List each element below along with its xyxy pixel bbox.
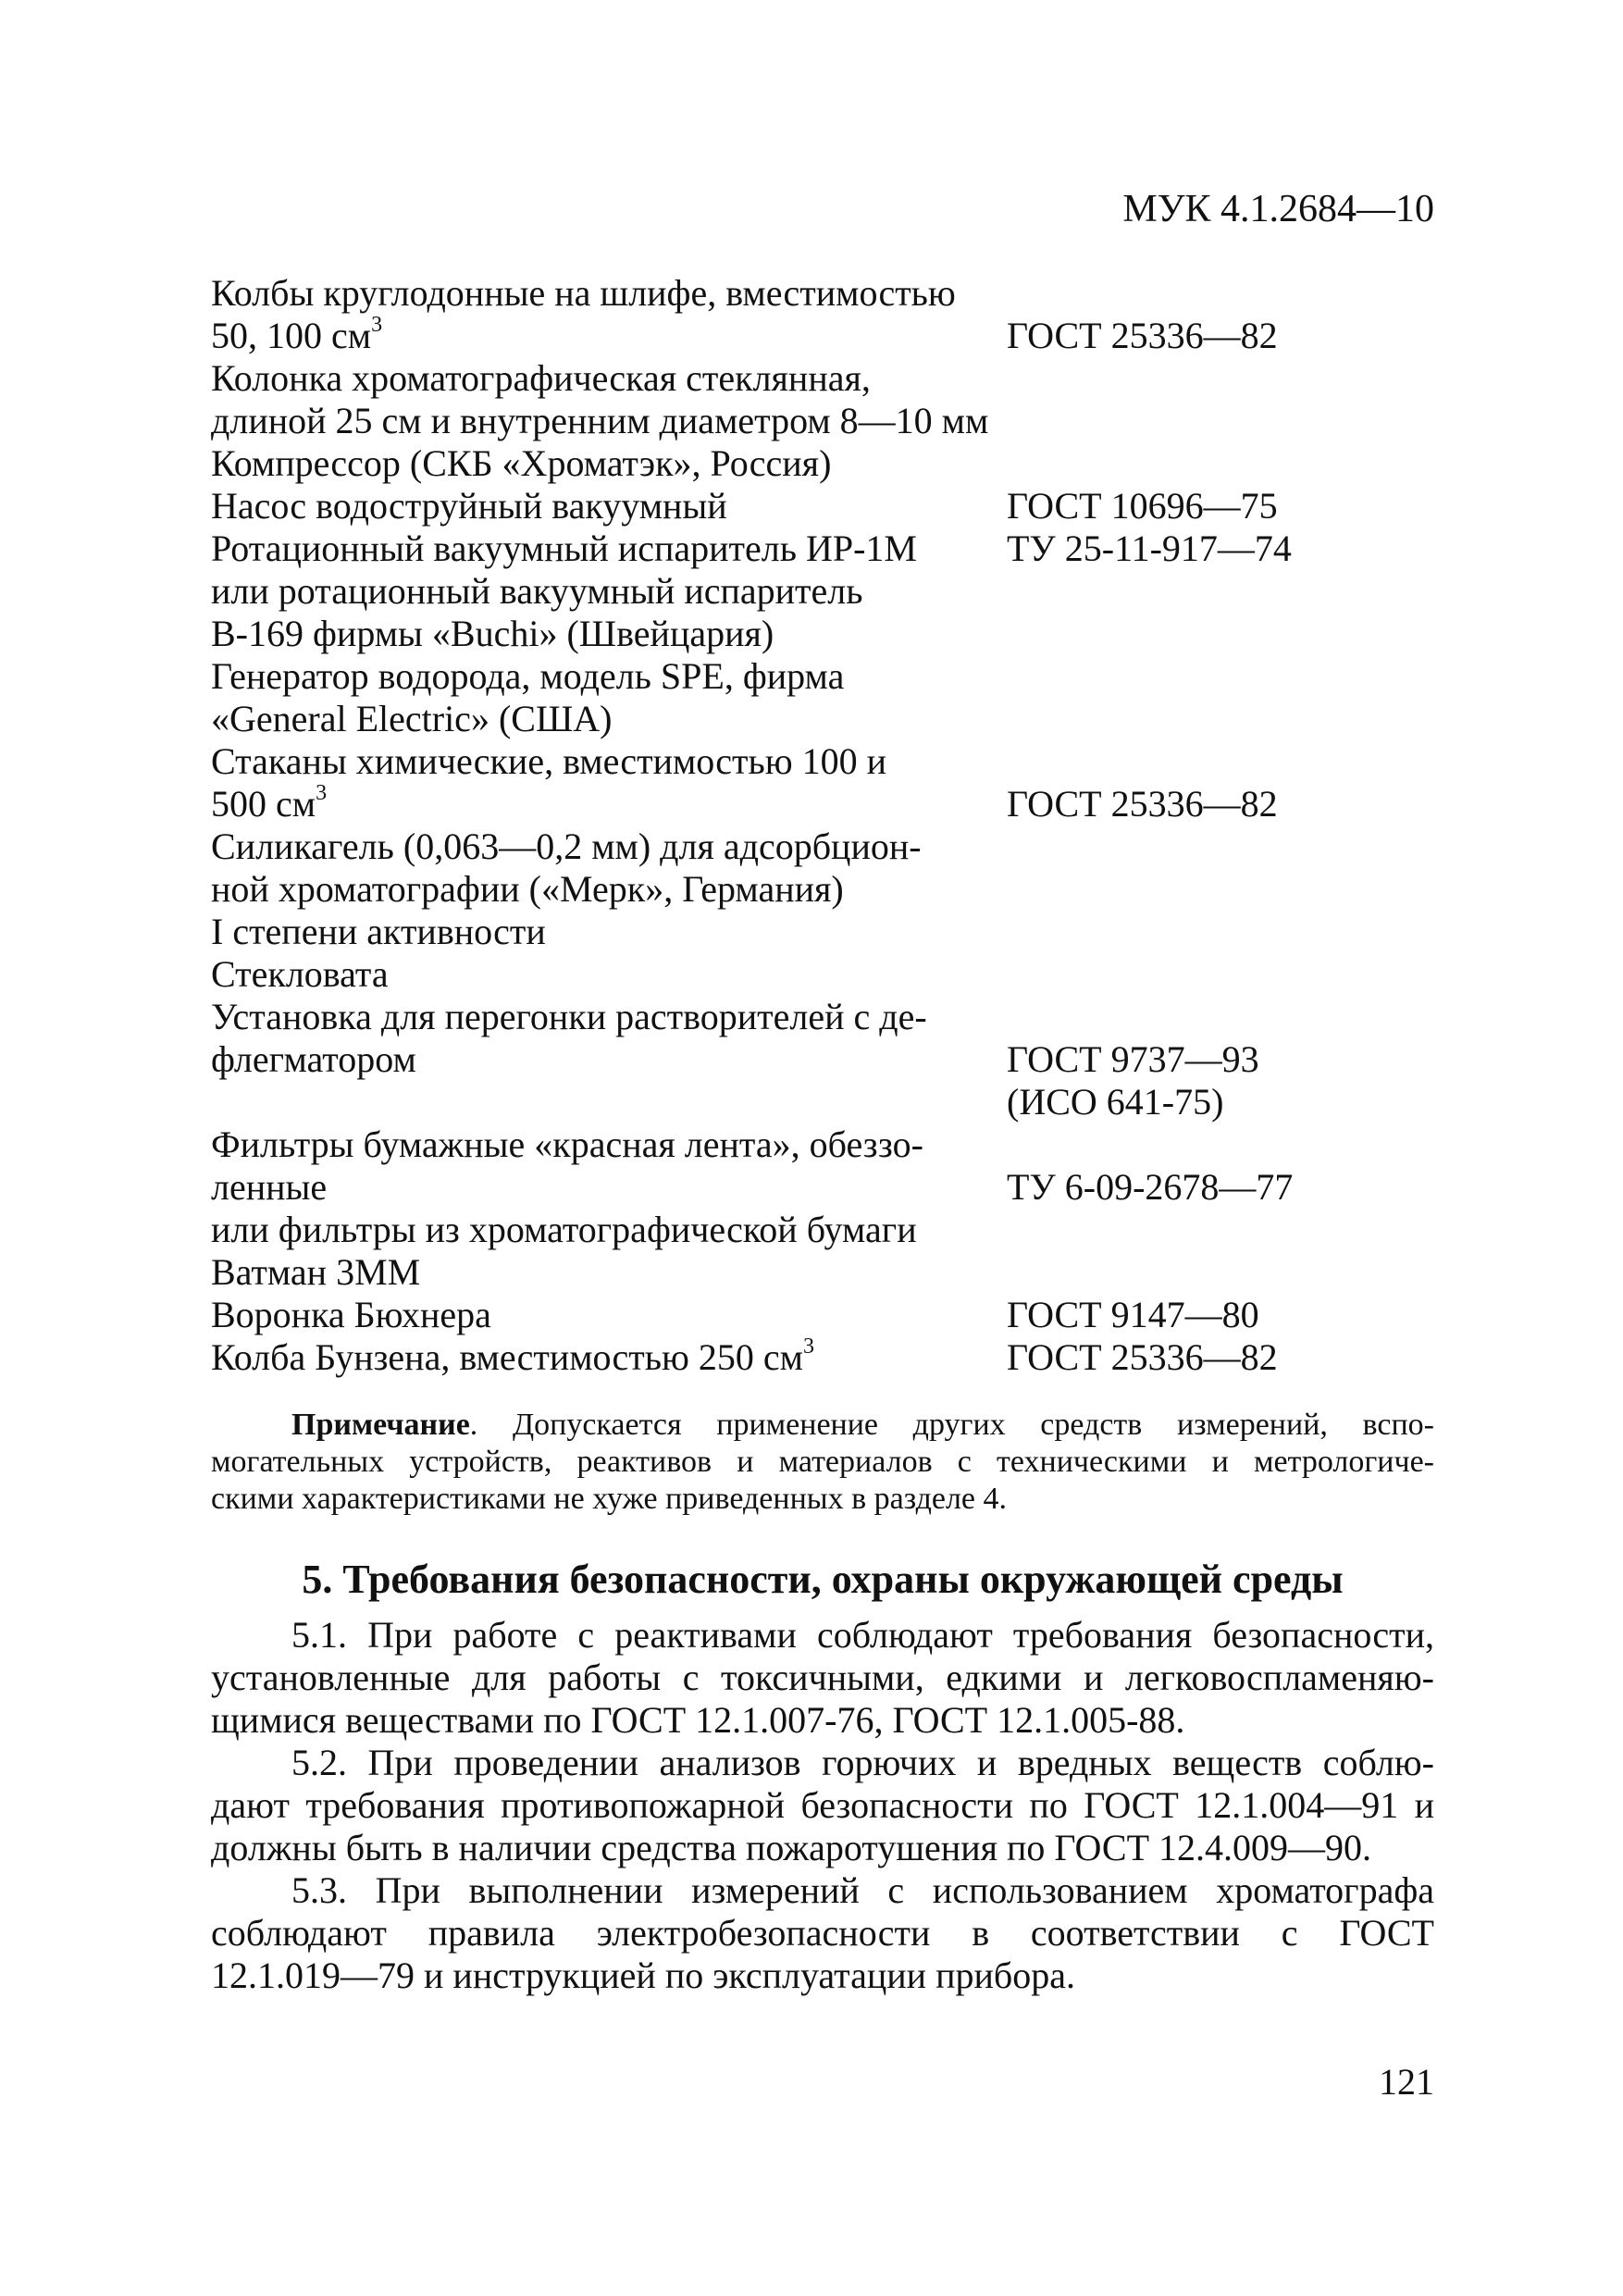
- text-line: ГОСТ 9147—80: [1007, 1294, 1259, 1335]
- equipment-name: [211, 655, 1007, 740]
- equipment-item: [211, 357, 1432, 442]
- equipment-name: [211, 1294, 1007, 1336]
- equipment-name: [211, 357, 1007, 442]
- equipment-name: [211, 1123, 1007, 1294]
- superscript: 3: [371, 313, 383, 337]
- text-line: [211, 1081, 1007, 1123]
- section-body: [211, 1614, 1434, 1997]
- text-line: I степени активности: [211, 911, 546, 952]
- equipment-name: [211, 740, 1007, 825]
- equipment-name: [211, 485, 1007, 527]
- equipment-item: [211, 1123, 1432, 1294]
- text-line: ГОСТ 25336—82: [1007, 1336, 1278, 1378]
- text-line: 5.3. При выполнении измерений с использованием хроматографа: [291, 1869, 1434, 1911]
- text-line: 12.1.019—79 и инструкцией по эксплуатации прибора.: [211, 1955, 1076, 1996]
- text-line: Колонка хроматографическая стеклянная,: [211, 357, 871, 399]
- equipment-name: [211, 996, 1007, 1123]
- text-line: ГОСТ 10696—75: [1007, 485, 1278, 527]
- text-line: [1007, 996, 1432, 1038]
- text-line: Фильтры бумажные «красная лента», обеззо-: [211, 1123, 923, 1165]
- text-line: Воронка Бюхнера: [211, 1294, 491, 1335]
- standard-reference: [1007, 527, 1432, 570]
- paragraph: [211, 1869, 1434, 1997]
- text-line: или ротационный вакуумный испаритель: [211, 570, 863, 612]
- text-line: Ротационный вакуумный испаритель ИР-1М: [211, 527, 917, 569]
- equipment-name: [211, 442, 1007, 485]
- text-line: установленные для работы с токсичными, едкими и легковоспламеняю-: [211, 1657, 1434, 1698]
- text-line: флегматором: [211, 1038, 416, 1080]
- equipment-name: [211, 272, 1007, 357]
- text-line: ленные: [211, 1166, 328, 1208]
- text-line: [211, 783, 1007, 825]
- note-line: могательных устройств, реактивов и материалов с техническими и метрологиче-: [211, 1445, 1434, 1479]
- text-line: 5.1. При работе с реактивами соблюдают требования безопасности,: [291, 1614, 1434, 1656]
- document-code: МУК 4.1.2684—10: [1122, 188, 1434, 230]
- page-number: 121: [1379, 2061, 1434, 2103]
- text-line: ГОСТ 25336—82: [1007, 315, 1278, 356]
- equipment-item: [211, 655, 1432, 740]
- note-text: . Допускается применение других средств измерений, вспо-: [469, 1408, 1434, 1442]
- standard-reference: [1007, 996, 1432, 1123]
- text-line: Стекловата: [211, 953, 389, 995]
- standard-reference: [1007, 1123, 1432, 1209]
- text-line: В-169 фирмы «Buchi» (Швейцария): [211, 613, 774, 654]
- text-line: дают требования противопожарной безопасности по ГОСТ 12.1.004—91 и: [211, 1784, 1434, 1826]
- text-line: соблюдают правила электробезопасности в соответствии с ГОСТ: [211, 1912, 1434, 1954]
- text-line: Установка для перегонки растворителей с де-: [211, 996, 927, 1037]
- note-block: [211, 1407, 1434, 1518]
- equipment-item: [211, 1294, 1432, 1336]
- note-label: Примечание: [291, 1408, 470, 1442]
- equipment-name: [211, 953, 1007, 996]
- section-title: 5. Требования безопасности, охраны окружающей среды: [302, 1557, 1344, 1602]
- equipment-name: [211, 1336, 1007, 1379]
- text-line: Силикагель (0,063—0,2 мм) для адсорбцион-: [211, 825, 922, 867]
- text-fragment: 50, 100 см: [211, 315, 372, 356]
- equipment-name: [211, 527, 1007, 655]
- text-line: Генератор водорода, модель SPE, фирма: [211, 655, 845, 697]
- text-line: Стаканы химические, вместимостью 100 и: [211, 740, 887, 782]
- standard-reference: [1007, 1336, 1432, 1379]
- text-line: должны быть в наличии средства пожаротушения по ГОСТ 12.4.009—90.: [211, 1827, 1372, 1868]
- text-line: щимися веществами по ГОСТ 12.1.007-76, ГОСТ 12.1.005-88.: [211, 1699, 1185, 1741]
- equipment-item: [211, 1336, 1432, 1379]
- text-line: [1007, 740, 1432, 783]
- standard-reference: [1007, 740, 1432, 825]
- equipment-item: [211, 485, 1432, 527]
- superscript: 3: [802, 1334, 814, 1359]
- equipment-list: [211, 272, 1432, 1379]
- equipment-item: [211, 953, 1432, 996]
- text-line: ГОСТ 9737—93: [1007, 1038, 1259, 1080]
- text-line: ной хроматографии («Мерк», Германия): [211, 868, 844, 910]
- equipment-item: [211, 996, 1432, 1123]
- equipment-item: [211, 272, 1432, 357]
- standard-reference: [1007, 272, 1432, 357]
- standard-reference: [1007, 485, 1432, 527]
- equipment-item: [211, 825, 1432, 953]
- text-line: Ватман 3ММ: [211, 1251, 421, 1293]
- text-fragment: 500 см: [211, 783, 316, 825]
- text-line: [211, 315, 1007, 357]
- text-line: Колбы круглодонные на шлифе, вместимостью: [211, 272, 956, 314]
- equipment-name: [211, 825, 1007, 953]
- note-line: скими характеристиками не хуже приведенных в разделе 4.: [211, 1482, 1008, 1516]
- text-line: «General Electric» (США): [211, 698, 613, 739]
- standard-reference: [1007, 1294, 1432, 1336]
- superscript: 3: [316, 781, 328, 805]
- text-line: Насос водоструйный вакуумный: [211, 485, 727, 527]
- paragraph: [211, 1614, 1434, 1742]
- text-line: [211, 1336, 1007, 1379]
- text-line: или фильтры из хроматографической бумаги: [211, 1209, 917, 1250]
- text-line: (ИСО 641-75): [1007, 1081, 1224, 1123]
- equipment-item: [211, 442, 1432, 485]
- equipment-item: [211, 740, 1432, 825]
- text-line: ТУ 6-09-2678—77: [1007, 1166, 1294, 1208]
- text-line: [1007, 272, 1432, 315]
- text-fragment: Колба Бунзена, вместимостью 250 см: [211, 1336, 803, 1378]
- text-line: 5.2. При проведении анализов горючих и вредных веществ соблю-: [291, 1742, 1434, 1783]
- text-line: [1007, 1123, 1432, 1166]
- text-line: ТУ 25-11-917—74: [1007, 527, 1292, 569]
- paragraph: [211, 1742, 1434, 1869]
- text-line: длиной 25 см и внутренним диаметром 8—10 мм: [211, 400, 989, 441]
- text-line: Компрессор (СКБ «Хроматэк», Россия): [211, 442, 832, 484]
- text-line: ГОСТ 25336—82: [1007, 783, 1278, 825]
- note-line: [211, 1407, 1434, 1444]
- equipment-item: [211, 527, 1432, 655]
